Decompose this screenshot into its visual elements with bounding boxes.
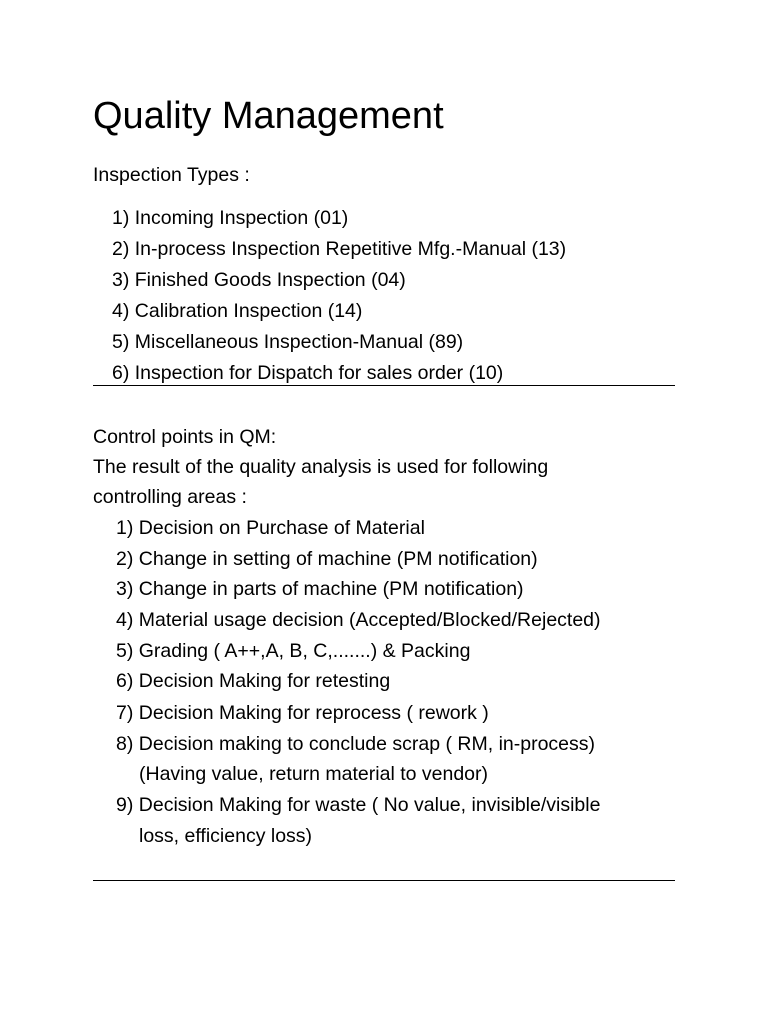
list-item xyxy=(112,206,348,230)
list-item-number: 3) xyxy=(112,269,130,291)
list-item-text: Material usage decision (Accepted/Blocked/Rejected) xyxy=(138,609,601,631)
list-item xyxy=(116,793,600,817)
control-intro-line: The result of the quality analysis is used for following xyxy=(93,456,549,478)
list-item-number: 2) xyxy=(116,548,134,570)
control-intro-line: controlling areas : xyxy=(93,486,247,508)
list-item-text: Decision Making for waste ( No value, invisible/visible xyxy=(138,794,601,816)
list-item-number: 5) xyxy=(112,331,130,353)
section-divider xyxy=(93,385,675,386)
list-item-text: Incoming Inspection (01) xyxy=(134,207,349,229)
list-item xyxy=(116,608,601,632)
list-item xyxy=(116,547,538,571)
list-item-text: Decision making to conclude scrap ( RM, in-process) xyxy=(138,733,596,755)
list-item-number: 5) xyxy=(116,640,134,662)
list-item-text: Change in parts of machine (PM notification) xyxy=(138,578,524,600)
list-item-number: 9) xyxy=(116,794,134,816)
control-points-heading: Control points in QM: xyxy=(93,426,277,448)
list-item-text: Grading ( A++,A, B, C,.......) & Packing xyxy=(138,640,471,662)
list-item-text: In-process Inspection Repetitive Mfg.-Manual (13) xyxy=(134,238,567,260)
list-item xyxy=(112,299,362,323)
list-item-text: Decision on Purchase of Material xyxy=(138,517,425,539)
list-item-continuation: (Having value, return material to vendor) xyxy=(139,763,488,785)
list-item-number: 2) xyxy=(112,238,130,260)
list-item xyxy=(112,361,503,385)
list-item xyxy=(112,237,566,261)
list-item-text: Finished Goods Inspection (04) xyxy=(134,269,406,291)
list-item xyxy=(116,516,425,540)
list-item xyxy=(116,732,595,756)
list-item xyxy=(112,268,406,292)
list-item-number: 4) xyxy=(112,300,130,322)
list-item-text: Calibration Inspection (14) xyxy=(134,300,363,322)
list-item-text: Decision Making for retesting xyxy=(138,670,391,692)
inspection-types-heading: Inspection Types : xyxy=(93,164,250,186)
list-item xyxy=(112,330,463,354)
list-item-text: Decision Making for reprocess ( rework ) xyxy=(138,702,489,724)
list-item xyxy=(116,669,390,693)
list-item xyxy=(116,701,489,725)
list-item-number: 6) xyxy=(112,362,130,384)
list-item-number: 3) xyxy=(116,578,134,600)
list-item-text: Change in setting of machine (PM notification) xyxy=(138,548,538,570)
list-item-text: Inspection for Dispatch for sales order (10) xyxy=(134,362,504,384)
list-item xyxy=(116,639,470,663)
list-item-number: 6) xyxy=(116,670,134,692)
list-item-number: 7) xyxy=(116,702,134,724)
list-item-number: 8) xyxy=(116,733,134,755)
list-item-number: 4) xyxy=(116,609,134,631)
list-item xyxy=(116,577,524,601)
list-item-text: Miscellaneous Inspection-Manual (89) xyxy=(134,331,464,353)
section-divider xyxy=(93,880,675,881)
list-item-number: 1) xyxy=(116,517,134,539)
page-title: Quality Management xyxy=(93,95,444,137)
list-item-continuation: loss, efficiency loss) xyxy=(139,825,313,847)
list-item-number: 1) xyxy=(112,207,130,229)
